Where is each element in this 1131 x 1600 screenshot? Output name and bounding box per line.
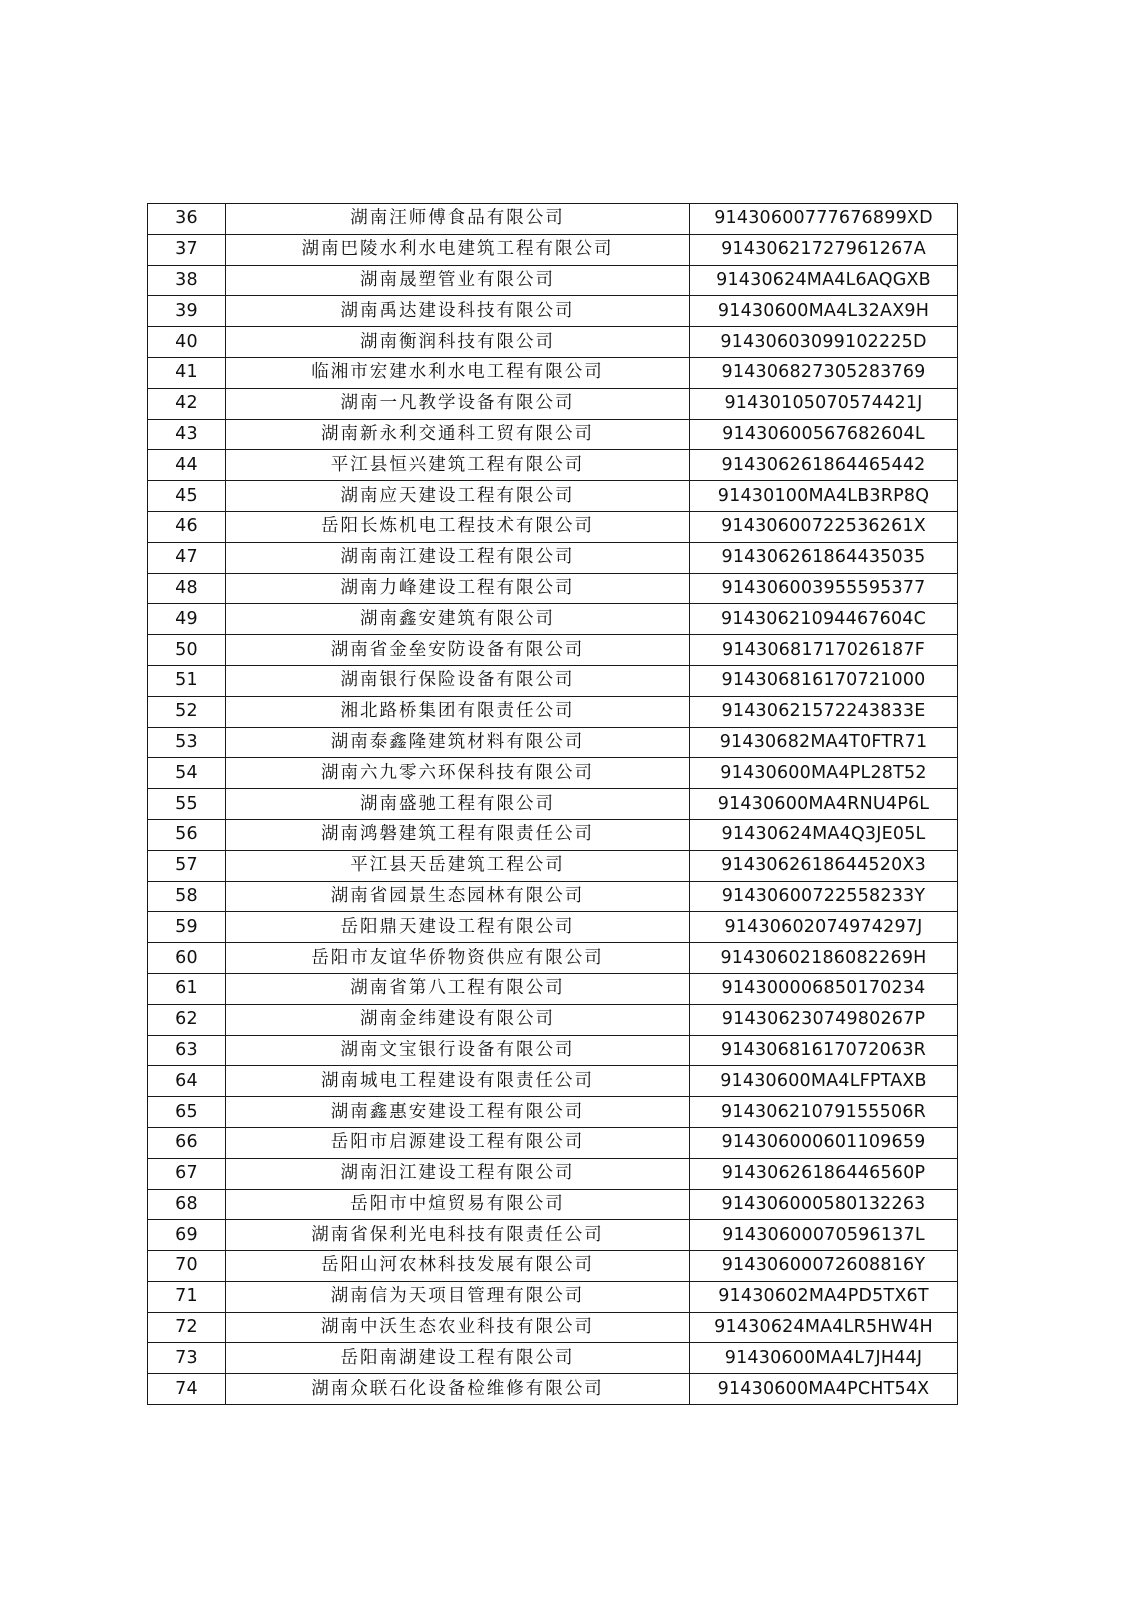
company-name-cell: 湖南应天建设工程有限公司 (226, 481, 690, 512)
credit-code-cell: 914300006850170234 (690, 973, 958, 1004)
credit-code-cell: 91430600MA4L32AX9H (690, 296, 958, 327)
credit-code-cell: 91430600MA4LFPTAXB (690, 1066, 958, 1097)
company-name-cell: 岳阳长炼机电工程技术有限公司 (226, 511, 690, 542)
credit-code-cell: 91430624MA4Q3JE05L (690, 819, 958, 850)
table-row (148, 1312, 958, 1343)
table-row (148, 511, 958, 542)
row-number-cell: 41 (148, 357, 226, 388)
credit-code-cell: 91430600MA4PCHT54X (690, 1374, 958, 1405)
row-number-cell: 48 (148, 573, 226, 604)
company-name-cell: 湖南新永利交通科工贸有限公司 (226, 419, 690, 450)
table-row (148, 635, 958, 666)
row-number-cell: 51 (148, 665, 226, 696)
company-name-cell: 岳阳市友谊华侨物资供应有限公司 (226, 943, 690, 974)
table-row (148, 881, 958, 912)
table-row (148, 265, 958, 296)
company-name-cell: 湖南汨江建设工程有限公司 (226, 1158, 690, 1189)
company-name-cell: 湖南省第八工程有限公司 (226, 973, 690, 1004)
credit-code-cell: 91430600072608816Y (690, 1251, 958, 1282)
table-row (148, 850, 958, 881)
row-number-cell: 53 (148, 727, 226, 758)
company-name-cell: 湖南南江建设工程有限公司 (226, 542, 690, 573)
row-number-cell: 47 (148, 542, 226, 573)
table-row (148, 1004, 958, 1035)
company-name-cell: 湖南城电工程建设有限责任公司 (226, 1066, 690, 1097)
company-name-cell: 岳阳市启源建设工程有限公司 (226, 1127, 690, 1158)
table-row (148, 604, 958, 635)
company-name-cell: 湖南衡润科技有限公司 (226, 327, 690, 358)
credit-code-cell: 914306003955595377 (690, 573, 958, 604)
company-name-cell: 岳阳市中煊贸易有限公司 (226, 1189, 690, 1220)
company-name-cell: 湖南中沃生态农业科技有限公司 (226, 1312, 690, 1343)
company-name-cell: 岳阳鼎天建设工程有限公司 (226, 912, 690, 943)
company-name-cell: 岳阳山河农林科技发展有限公司 (226, 1251, 690, 1282)
credit-code-cell: 91430621572243833E (690, 696, 958, 727)
company-name-cell: 湖南禹达建设科技有限公司 (226, 296, 690, 327)
credit-code-cell: 914306000580132263 (690, 1189, 958, 1220)
row-number-cell: 46 (148, 511, 226, 542)
credit-code-cell: 91430681617072063R (690, 1035, 958, 1066)
company-name-cell: 湖南鑫惠安建设工程有限公司 (226, 1097, 690, 1128)
row-number-cell: 63 (148, 1035, 226, 1066)
credit-code-cell: 914306816170721000 (690, 665, 958, 696)
credit-code-cell: 91430100MA4LB3RP8Q (690, 481, 958, 512)
table-row (148, 542, 958, 573)
table-row (148, 758, 958, 789)
row-number-cell: 52 (148, 696, 226, 727)
row-number-cell: 38 (148, 265, 226, 296)
table-row (148, 1189, 958, 1220)
credit-code-cell: 91430624MA4L6AQGXB (690, 265, 958, 296)
company-name-cell: 湖南银行保险设备有限公司 (226, 665, 690, 696)
row-number-cell: 69 (148, 1220, 226, 1251)
table-row (148, 234, 958, 265)
table-row (148, 481, 958, 512)
table-row (148, 665, 958, 696)
row-number-cell: 65 (148, 1097, 226, 1128)
credit-code-cell: 91430600070596137L (690, 1220, 958, 1251)
credit-code-cell: 91430600MA4L7JH44J (690, 1343, 958, 1374)
company-name-cell: 湖南信为天项目管理有限公司 (226, 1281, 690, 1312)
credit-code-cell: 91430602074974297J (690, 912, 958, 943)
row-number-cell: 39 (148, 296, 226, 327)
company-name-cell: 湖南省园景生态园林有限公司 (226, 881, 690, 912)
table-row (148, 1374, 958, 1405)
table-row (148, 388, 958, 419)
credit-code-cell: 91430624MA4LR5HW4H (690, 1312, 958, 1343)
company-name-cell: 湘北路桥集团有限责任公司 (226, 696, 690, 727)
credit-code-cell: 91430105070574421J (690, 388, 958, 419)
table-row (148, 973, 958, 1004)
row-number-cell: 70 (148, 1251, 226, 1282)
company-name-cell: 湖南金纬建设有限公司 (226, 1004, 690, 1035)
table-row (148, 1158, 958, 1189)
table-row (148, 327, 958, 358)
company-name-cell: 湖南省金垒安防设备有限公司 (226, 635, 690, 666)
row-number-cell: 60 (148, 943, 226, 974)
row-number-cell: 62 (148, 1004, 226, 1035)
row-number-cell: 37 (148, 234, 226, 265)
credit-code-cell: 91430682MA4T0FTR71 (690, 727, 958, 758)
company-name-cell: 平江县天岳建筑工程公司 (226, 850, 690, 881)
row-number-cell: 59 (148, 912, 226, 943)
credit-code-cell: 91430621094467604C (690, 604, 958, 635)
credit-code-cell: 91430626186446560P (690, 1158, 958, 1189)
row-number-cell: 57 (148, 850, 226, 881)
table-row (148, 1343, 958, 1374)
row-number-cell: 61 (148, 973, 226, 1004)
row-number-cell: 71 (148, 1281, 226, 1312)
table-row (148, 357, 958, 388)
credit-code-cell: 91430600722558233Y (690, 881, 958, 912)
credit-code-cell: 91430623074980267P (690, 1004, 958, 1035)
row-number-cell: 67 (148, 1158, 226, 1189)
table-row (148, 1035, 958, 1066)
company-name-cell: 湖南晟塑管业有限公司 (226, 265, 690, 296)
company-name-cell: 湖南众联石化设备检维修有限公司 (226, 1374, 690, 1405)
row-number-cell: 64 (148, 1066, 226, 1097)
row-number-cell: 50 (148, 635, 226, 666)
row-number-cell: 49 (148, 604, 226, 635)
credit-code-cell: 9143062618644520X3 (690, 850, 958, 881)
company-name-cell: 临湘市宏建水利水电工程有限公司 (226, 357, 690, 388)
company-name-cell: 湖南文宝银行设备有限公司 (226, 1035, 690, 1066)
table-row (148, 296, 958, 327)
credit-code-cell: 91430600722536261X (690, 511, 958, 542)
credit-code-cell: 914306000601109659 (690, 1127, 958, 1158)
credit-code-cell: 91430602186082269H (690, 943, 958, 974)
table-row (148, 573, 958, 604)
row-number-cell: 55 (148, 789, 226, 820)
company-registry-table (147, 203, 958, 1405)
credit-code-cell: 91430602MA4PD5TX6T (690, 1281, 958, 1312)
row-number-cell: 43 (148, 419, 226, 450)
table-row (148, 419, 958, 450)
row-number-cell: 36 (148, 204, 226, 235)
table-row (148, 943, 958, 974)
company-name-cell: 岳阳南湖建设工程有限公司 (226, 1343, 690, 1374)
row-number-cell: 68 (148, 1189, 226, 1220)
company-name-cell: 湖南力峰建设工程有限公司 (226, 573, 690, 604)
table-row (148, 450, 958, 481)
row-number-cell: 66 (148, 1127, 226, 1158)
credit-code-cell: 91430603099102225D (690, 327, 958, 358)
table-row (148, 789, 958, 820)
credit-code-cell: 914306827305283769 (690, 357, 958, 388)
credit-code-cell: 91430600MA4RNU4P6L (690, 789, 958, 820)
table-row (148, 696, 958, 727)
registry-table-body (148, 204, 958, 1405)
credit-code-cell: 91430621079155506R (690, 1097, 958, 1128)
credit-code-cell: 91430600567682604L (690, 419, 958, 450)
company-name-cell: 湖南鑫安建筑有限公司 (226, 604, 690, 635)
company-name-cell: 湖南巴陵水利水电建筑工程有限公司 (226, 234, 690, 265)
table-row (148, 912, 958, 943)
row-number-cell: 74 (148, 1374, 226, 1405)
row-number-cell: 56 (148, 819, 226, 850)
table-row (148, 1251, 958, 1282)
credit-code-cell: 914306261864465442 (690, 450, 958, 481)
company-name-cell: 湖南省保利光电科技有限责任公司 (226, 1220, 690, 1251)
credit-code-cell: 91430681717026187F (690, 635, 958, 666)
row-number-cell: 42 (148, 388, 226, 419)
company-name-cell: 湖南汪师傅食品有限公司 (226, 204, 690, 235)
company-name-cell: 平江县恒兴建筑工程有限公司 (226, 450, 690, 481)
table-row (148, 727, 958, 758)
row-number-cell: 54 (148, 758, 226, 789)
table-row (148, 819, 958, 850)
table-row (148, 1220, 958, 1251)
table-row (148, 1066, 958, 1097)
row-number-cell: 45 (148, 481, 226, 512)
company-name-cell: 湖南盛驰工程有限公司 (226, 789, 690, 820)
table-row (148, 204, 958, 235)
company-name-cell: 湖南一凡教学设备有限公司 (226, 388, 690, 419)
row-number-cell: 73 (148, 1343, 226, 1374)
credit-code-cell: 91430600777676899XD (690, 204, 958, 235)
credit-code-cell: 914306261864435035 (690, 542, 958, 573)
company-name-cell: 湖南鸿磐建筑工程有限责任公司 (226, 819, 690, 850)
credit-code-cell: 91430600MA4PL28T52 (690, 758, 958, 789)
row-number-cell: 72 (148, 1312, 226, 1343)
table-row (148, 1097, 958, 1128)
company-name-cell: 湖南六九零六环保科技有限公司 (226, 758, 690, 789)
row-number-cell: 40 (148, 327, 226, 358)
company-name-cell: 湖南泰鑫隆建筑材料有限公司 (226, 727, 690, 758)
credit-code-cell: 91430621727961267A (690, 234, 958, 265)
table-row (148, 1127, 958, 1158)
table-row (148, 1281, 958, 1312)
row-number-cell: 44 (148, 450, 226, 481)
row-number-cell: 58 (148, 881, 226, 912)
